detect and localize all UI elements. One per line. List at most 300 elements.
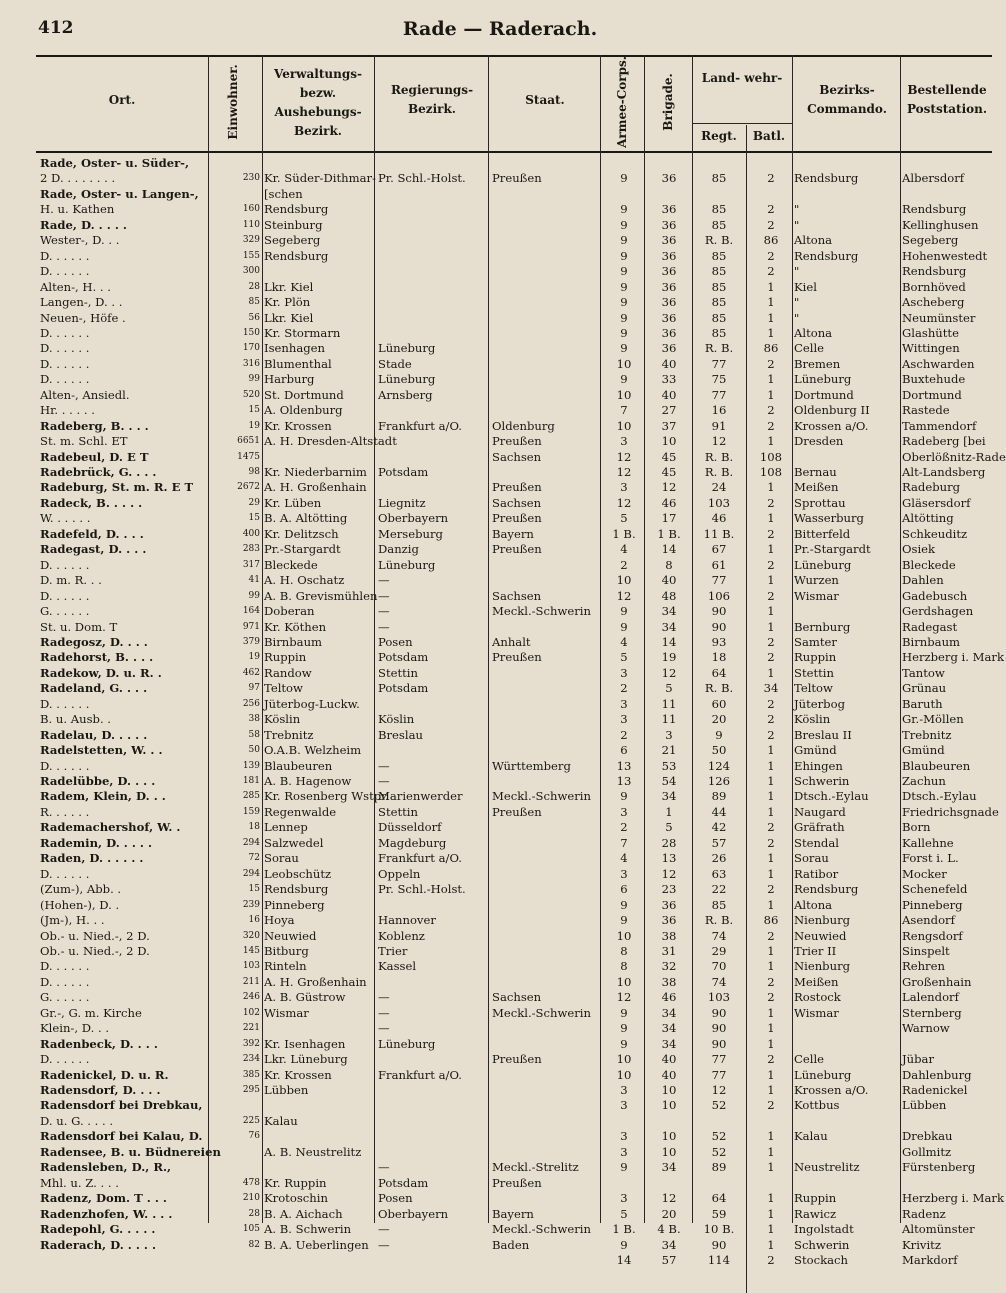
district-command-cell: Celle <box>794 341 825 356</box>
population-cell: 28 <box>248 1208 260 1219</box>
post-station-cell: Blaubeuren <box>902 758 971 773</box>
district-command-cell: " <box>794 295 800 310</box>
battalion-cell: 1 <box>767 387 775 402</box>
admin-district-cell: Birnbaum <box>264 634 323 649</box>
state-cell: Preußen <box>492 804 542 819</box>
admin-district-cell: Pinneberg <box>264 897 325 912</box>
army-corps-cell: 9 <box>620 372 628 387</box>
army-corps-cell: 10 <box>616 387 632 402</box>
population-cell: 225 <box>242 1115 260 1126</box>
population-cell: 294 <box>242 837 260 848</box>
post-station-cell: Dahlenburg <box>902 1067 972 1082</box>
govt-district-cell: — <box>378 1005 390 1020</box>
place-cell: Radem, Klein, D. . . <box>40 789 166 804</box>
population-cell: 317 <box>242 559 260 570</box>
brigade-cell: 36 <box>661 279 677 294</box>
population-cell: 210 <box>242 1193 260 1204</box>
brigade-cell: 5 <box>665 820 673 835</box>
place-cell: Radelübbe, D. . . . <box>40 774 156 788</box>
post-station-cell: Kallehne <box>902 835 954 850</box>
army-corps-cell: 12 <box>616 588 632 603</box>
place-cell: D. u. G. . . . . <box>40 1113 114 1128</box>
brigade-cell: 11 <box>661 696 677 711</box>
population-cell: 29 <box>248 497 260 508</box>
govt-district-cell: — <box>378 758 390 773</box>
post-station-cell: Sternberg <box>902 1005 962 1020</box>
place-cell: Raderach, D. . . . . <box>40 1237 157 1252</box>
post-station-cell: Grünau <box>902 681 947 696</box>
population-cell: 316 <box>242 358 260 369</box>
post-station-cell: Gläsersdorf <box>902 495 971 510</box>
post-station-cell: Alt-Landsberg <box>902 465 986 479</box>
brigade-cell: 48 <box>661 588 677 603</box>
battalion-cell: 34 <box>763 681 779 696</box>
regiment-cell: 85 <box>711 171 727 186</box>
district-command-cell: Wasserburg <box>794 511 864 526</box>
district-command-cell: Wurzen <box>794 573 839 588</box>
brigade-cell: 40 <box>661 1052 677 1067</box>
battalion-cell: 1 <box>767 789 775 804</box>
regiment-cell: 85 <box>711 248 727 263</box>
battalion-cell: 1 <box>767 1021 775 1036</box>
population-cell: 99 <box>248 590 260 601</box>
regiment-cell: R. B. <box>704 341 734 356</box>
battalion-cell: 1 <box>767 1160 775 1175</box>
table-row <box>36 356 992 372</box>
govt-district-cell: Düsseldorf <box>378 820 442 835</box>
register-table <box>36 55 1006 1267</box>
population-cell: 971 <box>242 621 260 632</box>
regiment-cell: 70 <box>711 959 727 974</box>
population-cell: 170 <box>242 343 260 354</box>
army-corps-cell: 3 <box>620 480 628 495</box>
population-cell: 19 <box>248 420 260 431</box>
population-cell: 155 <box>242 250 260 261</box>
post-station-cell: Rendsburg <box>902 202 967 217</box>
state-cell: Württemberg <box>492 758 571 773</box>
post-station-cell: Asendorf <box>902 913 955 928</box>
district-command-cell: Lüneburg <box>794 1067 852 1082</box>
battalion-cell: 86 <box>763 341 779 356</box>
army-corps-cell: 9 <box>620 789 628 804</box>
table-row <box>36 1221 992 1237</box>
post-station-cell: Ascheberg <box>902 295 965 310</box>
table-row <box>36 201 992 217</box>
brigade-cell: 12 <box>661 665 677 680</box>
army-corps-cell: 3 <box>620 866 628 881</box>
battalion-cell: 2 <box>767 495 775 510</box>
post-station-cell: Gr.-Möllen <box>902 712 964 727</box>
district-command-cell: Nienburg <box>794 913 851 928</box>
place-cell: (Jm-), H. . . <box>40 913 105 928</box>
battalion-cell: 1 <box>767 279 775 294</box>
regiment-cell: 85 <box>711 264 727 279</box>
post-station-cell: Wittingen <box>902 341 960 356</box>
battalion-cell: 2 <box>767 820 775 835</box>
place-cell: Gr.-, G. m. Kirche <box>40 1005 142 1020</box>
govt-district-cell: Oberbayern <box>378 1206 449 1221</box>
post-station-cell: Albersdorf <box>902 171 965 186</box>
army-corps-cell: 4 <box>620 851 628 866</box>
district-command-cell: Pr.-Stargardt <box>794 542 871 557</box>
place-cell: Radeck, B. . . . . <box>40 495 143 510</box>
place-cell: Radebrück, G. . . . <box>40 465 157 479</box>
brigade-cell: 36 <box>661 171 677 186</box>
admin-district-cell: St. Dortmund <box>264 387 344 402</box>
brigade-cell: 33 <box>661 372 677 387</box>
regiment-cell: 10 B. <box>703 1222 735 1237</box>
population-cell: 520 <box>242 389 260 400</box>
place-cell: Radenickel, D. u. R. <box>40 1067 169 1082</box>
place-cell: Radegast, D. . . . <box>40 542 147 557</box>
brigade-cell: 53 <box>661 758 677 773</box>
admin-district-cell: Kr. Delitzsch <box>264 526 339 541</box>
army-corps-cell: 2 <box>620 557 628 572</box>
battalion-cell: 1 <box>767 573 775 588</box>
regiment-cell: 85 <box>711 325 727 340</box>
regiment-cell: 9 <box>715 727 723 742</box>
table-row <box>36 325 992 341</box>
table-row <box>36 294 992 310</box>
govt-district-cell: Frankfurt a/O. <box>378 851 462 866</box>
post-station-cell: Fürstenberg <box>902 1160 976 1175</box>
population-cell: 221 <box>242 1023 260 1034</box>
table-row <box>36 711 992 727</box>
table-row <box>36 495 992 511</box>
table-row <box>36 1082 992 1098</box>
table-row <box>36 155 992 171</box>
table-row <box>36 387 992 403</box>
brigade-cell: 10 <box>661 1129 677 1144</box>
district-command-cell: Rendsburg <box>794 248 859 263</box>
regiment-cell: 42 <box>711 820 727 835</box>
admin-district-cell: Rinteln <box>264 959 307 974</box>
table-row <box>36 310 992 326</box>
post-station-cell: Dtsch.-Eylau <box>902 789 977 804</box>
population-cell: 2672 <box>237 482 260 493</box>
govt-district-cell: Oppeln <box>378 866 421 881</box>
battalion-cell: 2 <box>767 1252 775 1267</box>
brigade-cell: 36 <box>661 264 677 279</box>
post-station-cell: Warnow <box>902 1021 950 1036</box>
regiment-cell: 52 <box>711 1098 727 1113</box>
govt-district-cell: Merseburg <box>378 526 443 541</box>
state-cell: Meckl.-Schwerin <box>492 604 591 619</box>
table-row <box>36 1128 992 1144</box>
army-corps-cell: 10 <box>616 356 632 371</box>
header-regt: Regt. <box>701 129 737 143</box>
place-cell: Radehorst, B. . . . <box>40 650 154 665</box>
govt-district-cell: — <box>378 1160 390 1175</box>
battalion-cell: 2 <box>767 1098 775 1113</box>
battalion-cell: 2 <box>767 712 775 727</box>
population-cell: 82 <box>248 1239 260 1250</box>
brigade-cell: 36 <box>661 202 677 217</box>
army-corps-cell: 9 <box>620 248 628 263</box>
place-cell: (Hohen-), D. . <box>40 897 120 912</box>
header-verwaltung: Verwaltungs- bezw. Aushebungs- Bezirk. <box>274 67 362 138</box>
place-cell: Radenzhofen, W. . . . <box>40 1206 173 1221</box>
post-station-cell: Großenhain <box>902 974 972 989</box>
place-cell: Rademachershof, W. . <box>40 820 181 835</box>
admin-district-cell: Lkr. Lüneburg <box>264 1052 348 1067</box>
battalion-cell: 2 <box>767 403 775 418</box>
district-command-cell: Kiel <box>794 279 817 294</box>
population-cell: 392 <box>242 1038 260 1049</box>
govt-district-cell: Lüneburg <box>378 1036 436 1051</box>
army-corps-cell: 10 <box>616 928 632 943</box>
table-row <box>36 418 992 434</box>
regiment-cell: 11 B. <box>703 526 735 541</box>
admin-district-cell: Doberan <box>264 604 315 619</box>
army-corps-cell: 14 <box>616 1252 632 1267</box>
population-cell: 1475 <box>237 451 260 462</box>
population-cell: 246 <box>242 992 260 1003</box>
place-cell: Radenbeck, D. . . . <box>40 1036 158 1051</box>
brigade-cell: 14 <box>661 634 677 649</box>
population-cell: 300 <box>242 266 260 277</box>
post-station-cell: Herzberg i. Mark <box>902 1191 1004 1206</box>
place-cell: Radensdorf bei Drebkau, <box>40 1098 203 1113</box>
district-command-cell: Trier II <box>794 943 837 958</box>
admin-district-cell: Kr. Ruppin <box>264 1175 327 1190</box>
admin-district-cell: Rendsburg <box>264 202 329 217</box>
brigade-cell: 37 <box>661 418 677 433</box>
place-cell: D. . . . . . <box>40 325 90 340</box>
place-cell: Wester-, D. . . <box>40 233 120 248</box>
battalion-cell: 2 <box>767 696 775 711</box>
brigade-cell: 1 <box>665 804 673 819</box>
brigade-cell: 13 <box>661 851 677 866</box>
table-row <box>36 1252 992 1268</box>
govt-district-cell: Koblenz <box>378 928 425 943</box>
regiment-cell: 64 <box>711 1191 727 1206</box>
population-cell: 329 <box>242 235 260 246</box>
post-station-cell: Rastede <box>902 403 950 418</box>
population-cell: 6651 <box>237 436 260 447</box>
population-cell: 160 <box>242 204 260 215</box>
army-corps-cell: 12 <box>616 990 632 1005</box>
district-command-cell: Wismar <box>794 1005 839 1020</box>
govt-district-cell: Potsdam <box>378 465 429 479</box>
admin-district-cell: A. B. Güstrow <box>264 990 346 1005</box>
district-command-cell: Rostock <box>794 990 841 1005</box>
table-row <box>36 928 992 944</box>
post-station-cell: Pinneberg <box>902 897 963 912</box>
place-cell: St. u. Dom. T <box>40 619 118 634</box>
army-corps-cell: 9 <box>620 1005 628 1020</box>
post-station-cell: Gollmitz <box>902 1144 952 1159</box>
table-row <box>36 603 992 619</box>
admin-district-cell: Isenhagen <box>264 341 325 356</box>
brigade-cell: 34 <box>661 1237 677 1252</box>
brigade-cell: 34 <box>661 1160 677 1175</box>
admin-district-cell: Kr. Süder-Dithmar- <box>264 171 376 186</box>
army-corps-cell: 9 <box>620 279 628 294</box>
army-corps-cell: 9 <box>620 1237 628 1252</box>
table-top-rule <box>36 55 992 57</box>
brigade-cell: 12 <box>661 1191 677 1206</box>
battalion-cell: 2 <box>767 526 775 541</box>
regiment-cell: R. B. <box>704 233 734 248</box>
regiment-cell: 85 <box>711 310 727 325</box>
district-command-cell: " <box>794 264 800 279</box>
brigade-cell: 21 <box>661 743 677 758</box>
state-cell: Meckl.-Strelitz <box>492 1160 579 1175</box>
table-row <box>36 727 992 743</box>
army-corps-cell: 2 <box>620 681 628 696</box>
brigade-cell: 38 <box>661 974 677 989</box>
govt-district-cell: Lüneburg <box>378 372 436 387</box>
brigade-cell: 36 <box>661 913 677 928</box>
district-command-cell: Celle <box>794 1052 825 1067</box>
govt-district-cell: Stettin <box>378 665 418 680</box>
state-cell: Preußen <box>492 480 542 495</box>
brigade-cell: 34 <box>661 604 677 619</box>
place-cell: Hr. . . . . . <box>40 403 95 418</box>
district-command-cell: Sprottau <box>794 495 846 510</box>
post-station-cell: Lübben <box>902 1098 947 1113</box>
table-row <box>36 186 992 202</box>
army-corps-cell: 3 <box>620 712 628 727</box>
place-cell: D. . . . . . <box>40 248 90 263</box>
regiment-cell: 85 <box>711 295 727 310</box>
govt-district-cell: Marienwerder <box>378 789 463 804</box>
admin-district-cell: Lkr. Kiel <box>264 279 314 294</box>
table-row <box>36 217 992 233</box>
army-corps-cell: 9 <box>620 619 628 634</box>
post-station-cell: Gadebusch <box>902 588 968 603</box>
govt-district-cell: Hannover <box>378 913 436 928</box>
post-station-cell: Krivitz <box>902 1237 941 1252</box>
admin-district-cell: Rendsburg <box>264 882 329 897</box>
army-corps-cell: 8 <box>620 959 628 974</box>
place-cell: D. . . . . . <box>40 264 90 279</box>
district-command-cell: Ruppin <box>794 1191 837 1206</box>
regiment-cell: 77 <box>711 1067 727 1082</box>
battalion-cell: 1 <box>767 743 775 758</box>
battalion-cell: 1 <box>767 1036 775 1051</box>
table-row <box>36 371 992 387</box>
district-command-cell: Samter <box>794 634 837 649</box>
place-cell: 2 D. . . . . . . . <box>40 171 116 186</box>
place-cell: Rade, Oster- u. Süder-, <box>40 156 190 170</box>
header-bottom-rule <box>36 151 992 153</box>
regiment-cell: 124 <box>707 758 731 773</box>
battalion-cell: 1 <box>767 604 775 619</box>
post-station-cell: Birnbaum <box>902 634 961 649</box>
admin-district-cell: Lennep <box>264 820 308 835</box>
army-corps-cell: 9 <box>620 233 628 248</box>
place-cell: Alten-, H. . . <box>40 279 111 294</box>
place-cell: G. . . . . . <box>40 990 90 1005</box>
table-row <box>36 1159 992 1175</box>
regiment-cell: R. B. <box>704 465 734 479</box>
regiment-cell: 85 <box>711 279 727 294</box>
regiment-cell: 61 <box>711 557 727 572</box>
brigade-cell: 34 <box>661 789 677 804</box>
admin-district-cell: Trebnitz <box>264 727 314 742</box>
district-command-cell: Bernburg <box>794 619 851 634</box>
place-cell: Radensee, B. u. Büdnereien <box>40 1144 221 1159</box>
admin-district-cell: A. B. Neustrelitz <box>264 1144 362 1159</box>
district-command-cell: Naugard <box>794 804 846 819</box>
army-corps-cell: 12 <box>616 495 632 510</box>
brigade-cell: 36 <box>661 325 677 340</box>
table-row <box>36 866 992 882</box>
army-corps-cell: 9 <box>620 341 628 356</box>
post-station-cell: Dahlen <box>902 573 944 588</box>
regiment-cell: 67 <box>711 542 727 557</box>
place-cell: Rademin, D. . . . . <box>40 835 153 850</box>
govt-district-cell: — <box>378 604 390 619</box>
brigade-cell: 34 <box>661 1021 677 1036</box>
place-cell: D. . . . . . <box>40 758 90 773</box>
district-command-cell: Dtsch.-Eylau <box>794 789 869 804</box>
table-row <box>36 1067 992 1083</box>
place-cell: Mhl. u. Z. . . . <box>40 1175 119 1190</box>
govt-district-cell: Potsdam <box>378 681 429 696</box>
regiment-cell: 90 <box>711 1036 727 1051</box>
post-station-cell: Dortmund <box>902 387 962 402</box>
brigade-cell: 34 <box>661 1005 677 1020</box>
regiment-cell: 60 <box>711 696 727 711</box>
post-station-cell: Gmünd <box>902 743 945 758</box>
post-station-cell: Friedrichsgnade <box>902 804 999 819</box>
district-command-cell: Meißen <box>794 974 839 989</box>
post-station-cell: Tammendorf <box>902 418 977 433</box>
army-corps-cell: 3 <box>620 1129 628 1144</box>
admin-district-cell: A. H. Dresden-Altstadt <box>264 434 397 449</box>
state-cell: Baden <box>492 1237 530 1252</box>
regiment-cell: 85 <box>711 897 727 912</box>
population-cell: 41 <box>248 575 260 586</box>
army-corps-cell: 3 <box>620 1191 628 1206</box>
table-row <box>36 1051 992 1067</box>
population-cell: 239 <box>242 899 260 910</box>
post-station-cell: Neumünster <box>902 310 976 325</box>
place-cell: D. . . . . . <box>40 557 90 572</box>
table-row <box>36 758 992 774</box>
army-corps-cell: 3 <box>620 434 628 449</box>
state-cell: Preußen <box>492 1052 542 1067</box>
table-row <box>36 1097 992 1113</box>
battalion-cell: 2 <box>767 882 775 897</box>
regiment-cell: 22 <box>711 882 727 897</box>
header-armeecorps: Armee-Corps. <box>615 56 629 148</box>
place-cell: Radensleben, D., R., <box>40 1160 172 1175</box>
army-corps-cell: 3 <box>620 1083 628 1097</box>
brigade-cell: 36 <box>661 233 677 248</box>
population-cell: 385 <box>242 1069 260 1080</box>
district-command-cell: Wismar <box>794 588 839 603</box>
state-cell: Preußen <box>492 650 542 665</box>
brigade-cell: 36 <box>661 341 677 356</box>
table-row <box>36 1113 992 1129</box>
district-command-cell: Altona <box>794 233 833 248</box>
brigade-cell: 12 <box>661 866 677 881</box>
regiment-cell: 46 <box>711 511 727 526</box>
govt-district-cell: Magdeburg <box>378 835 447 850</box>
battalion-cell: 2 <box>767 264 775 279</box>
army-corps-cell: 5 <box>620 511 628 526</box>
army-corps-cell: 6 <box>620 882 628 897</box>
table-row <box>36 526 992 542</box>
table-row <box>36 649 1004 665</box>
army-corps-cell: 3 <box>620 1144 628 1159</box>
regiment-cell: R. B. <box>704 913 734 928</box>
army-corps-cell: 9 <box>620 171 628 186</box>
